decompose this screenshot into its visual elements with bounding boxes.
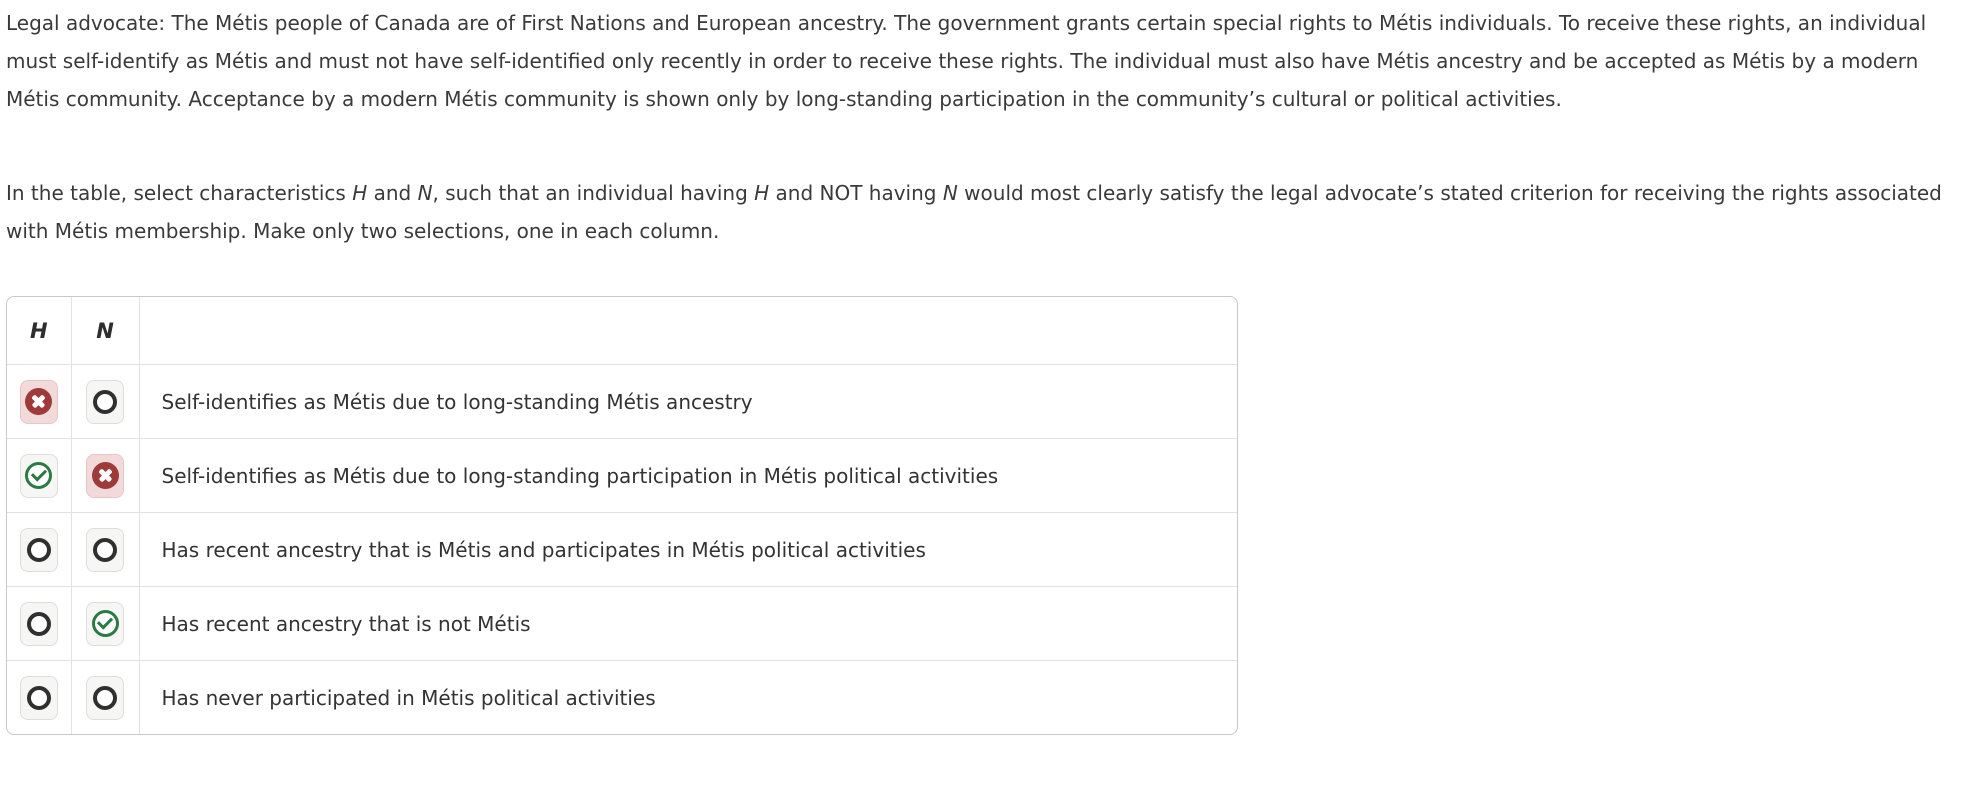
question-text-segment: and: [367, 181, 418, 205]
option-n-row-4[interactable]: [86, 602, 124, 646]
radio-empty-icon: [93, 390, 117, 414]
cell-n-row-1: [71, 365, 139, 439]
row-description: Has never participated in Métis political activities: [139, 661, 1237, 735]
variable-n: N: [942, 181, 958, 205]
cell-n-row-2: [71, 439, 139, 513]
stimulus-paragraph: Legal advocate: The Métis people of Canada are of First Nations and European ancestry. The government grants certain special rights to Métis individuals. To receive these rights, an individual must self-identify as Métis and must not have self-identified only recently in order to receive these rights. The individual must also have Métis ancestry and be accepted as Métis by a modern Métis community. Acceptance by a modern Métis community is shown only by long-standing participation in the community’s cultural or political activities.: [6, 11, 1927, 111]
cell-h-row-4: [7, 587, 71, 661]
option-h-row-1[interactable]: [20, 380, 58, 424]
option-n-row-5[interactable]: [86, 676, 124, 720]
radio-empty-icon: [27, 538, 51, 562]
question-text-segment: , such that an individual having: [432, 181, 755, 205]
table-row: [7, 513, 1237, 587]
cell-h-row-2: [7, 439, 71, 513]
check-circle-icon: [92, 610, 119, 637]
cross-circle-icon: [25, 388, 52, 415]
column-header-n: N: [71, 297, 139, 365]
option-n-row-3[interactable]: [86, 528, 124, 572]
check-circle-icon: [25, 462, 52, 489]
table-row: [7, 365, 1237, 439]
cell-n-row-4: [71, 587, 139, 661]
radio-empty-icon: [93, 686, 117, 710]
radio-empty-icon: [27, 612, 51, 636]
option-n-row-2[interactable]: [86, 454, 124, 498]
table-row: [7, 661, 1237, 735]
variable-h: H: [754, 181, 770, 205]
row-description: Has recent ancestry that is not Métis: [139, 587, 1237, 661]
option-h-row-5[interactable]: [20, 676, 58, 720]
selection-table: [6, 296, 1238, 735]
cell-h-row-3: [7, 513, 71, 587]
row-description: Has recent ancestry that is Métis and participates in Métis political activities: [139, 513, 1237, 587]
row-description: Self-identifies as Métis due to long-standing participation in Métis political activities: [139, 439, 1237, 513]
column-header-h: H: [29, 318, 48, 343]
question-paragraph: [6, 174, 1972, 250]
radio-empty-icon: [93, 538, 117, 562]
option-h-row-4[interactable]: [20, 602, 58, 646]
cell-h-row-5: [7, 661, 71, 735]
option-n-row-1[interactable]: [86, 380, 124, 424]
column-header-description: [139, 297, 1237, 365]
cell-h-row-1: [7, 365, 71, 439]
cell-n-row-5: [71, 661, 139, 735]
cross-circle-icon: [92, 462, 119, 489]
question-text-segment: would most clearly satisfy the legal advocate’s stated criterion for receiving the rights associated with Métis membership. Make only two selections, one in each column.: [6, 181, 1942, 243]
question-text-segment: In the table, select characteristics: [6, 181, 353, 205]
question-text-segment: and NOT having: [769, 181, 943, 205]
option-h-row-3[interactable]: [20, 528, 58, 572]
variable-n: N: [417, 181, 433, 205]
cell-n-row-3: [71, 513, 139, 587]
option-h-row-2[interactable]: [20, 454, 58, 498]
radio-empty-icon: [27, 686, 51, 710]
table-row: [7, 587, 1237, 661]
row-description: Self-identifies as Métis due to long-standing Métis ancestry: [139, 365, 1237, 439]
variable-h: H: [352, 181, 368, 205]
table-header-row: [7, 297, 1237, 365]
table-row: [7, 439, 1237, 513]
